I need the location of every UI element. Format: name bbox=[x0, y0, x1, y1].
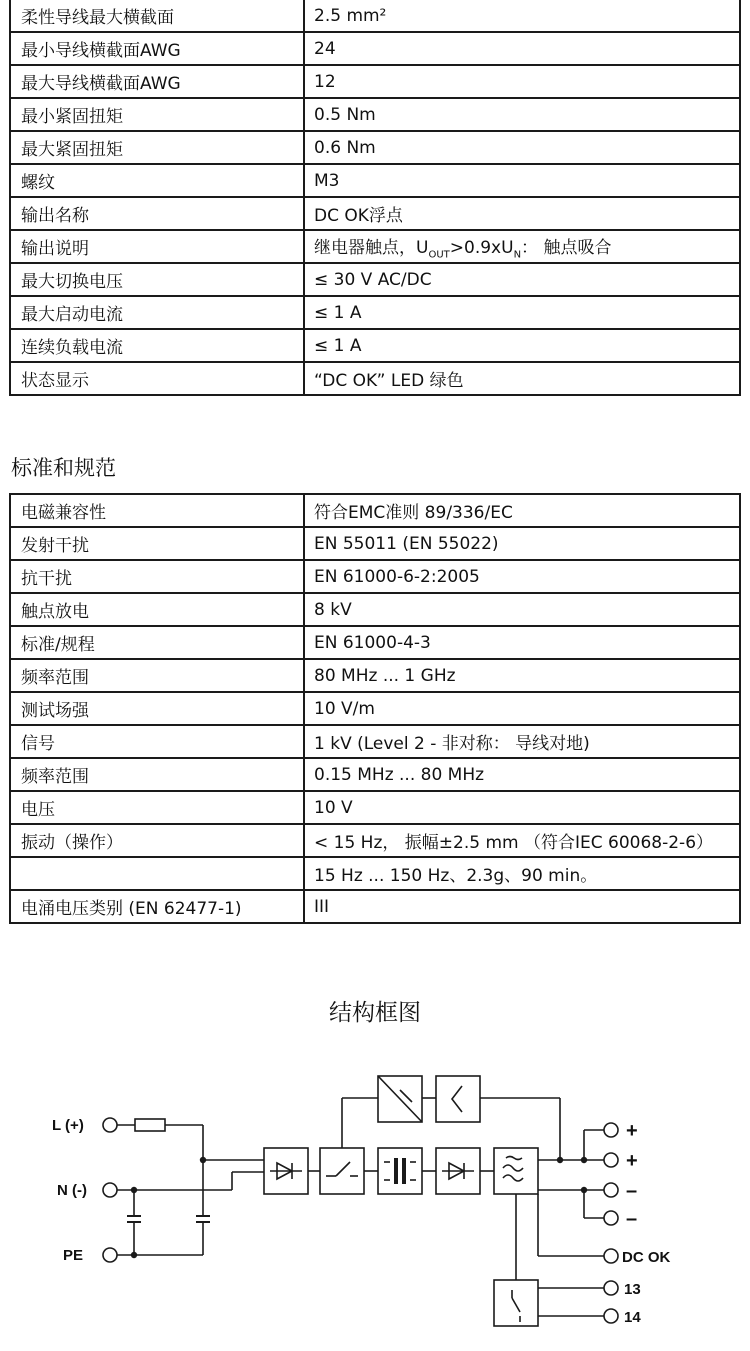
spec-value: DC OK浮点 bbox=[304, 197, 740, 230]
spec-key: 最小导线横截面AWG bbox=[10, 32, 304, 65]
table-row bbox=[10, 791, 740, 824]
spec-value: 12 bbox=[304, 65, 740, 98]
terminal-l-icon bbox=[103, 1118, 117, 1132]
spec-key: 标准/规程 bbox=[10, 626, 304, 659]
spec-key: 振动（操作） bbox=[10, 824, 304, 857]
spec-value: 10 V/m bbox=[304, 692, 740, 725]
terminal-n-icon bbox=[103, 1183, 117, 1197]
table-row bbox=[10, 725, 740, 758]
spec-table-standards bbox=[9, 493, 741, 924]
table-row bbox=[10, 296, 740, 329]
table-row bbox=[10, 758, 740, 791]
table-row bbox=[10, 362, 740, 395]
terminal-minus-1-icon bbox=[604, 1183, 618, 1197]
input-label-n: N (-) bbox=[57, 1182, 87, 1199]
spec-value: “DC OK” LED 绿色 bbox=[304, 362, 740, 395]
terminal-13-icon bbox=[604, 1281, 618, 1295]
terminal-14-icon bbox=[604, 1309, 618, 1323]
block-diagram bbox=[0, 1050, 750, 1350]
table-row bbox=[10, 329, 740, 362]
table-row bbox=[10, 131, 740, 164]
spec-value: EN 61000-6-2:2005 bbox=[304, 560, 740, 593]
output-desc-sub-n: N bbox=[513, 249, 522, 261]
spec-value: EN 55011 (EN 55022) bbox=[304, 527, 740, 560]
table-row bbox=[10, 230, 740, 263]
spec-key: 输出说明 bbox=[10, 230, 304, 263]
spec-value: 10 V bbox=[304, 791, 740, 824]
section-title: 标准和规范 bbox=[11, 456, 116, 480]
spec-value: 1 kV (Level 2 - 非对称： 导线对地) bbox=[304, 725, 740, 758]
spec-key: 螺纹 bbox=[10, 164, 304, 197]
spec-table-connection bbox=[9, 0, 741, 396]
table-row bbox=[10, 32, 740, 65]
terminal-dc-ok-icon bbox=[604, 1249, 618, 1263]
table-row bbox=[10, 263, 740, 296]
table-row bbox=[10, 0, 740, 32]
table-row bbox=[10, 65, 740, 98]
table-row bbox=[10, 593, 740, 626]
output-label-plus-2: + bbox=[626, 1150, 638, 1172]
output-desc-post: ： 触点吸合 bbox=[521, 237, 612, 258]
output-label-minus-1: – bbox=[626, 1180, 638, 1202]
table-row bbox=[10, 527, 740, 560]
output-desc-mid: >0.9xU bbox=[449, 237, 514, 258]
spec-key: 柔性导线最大横截面 bbox=[10, 0, 304, 32]
table-row bbox=[10, 197, 740, 230]
spec-value: 15 Hz ... 150 Hz、2.3g、90 min。 bbox=[304, 857, 740, 890]
spec-key: 电涌电压类别 (EN 62477-1) bbox=[10, 890, 304, 923]
terminal-pe-icon bbox=[103, 1248, 117, 1262]
input-label-l: L (+) bbox=[52, 1117, 84, 1134]
diagram-title: 结构框图 bbox=[329, 1000, 421, 1026]
spec-key: 频率范围 bbox=[10, 659, 304, 692]
output-label-13: 13 bbox=[624, 1281, 641, 1298]
table-row bbox=[10, 824, 740, 857]
table-row bbox=[10, 692, 740, 725]
optocoupler-block bbox=[436, 1076, 480, 1122]
table-row bbox=[10, 494, 740, 527]
spec-value bbox=[304, 230, 740, 263]
table-row bbox=[10, 98, 740, 131]
table-row bbox=[10, 890, 740, 923]
output-label-plus-1: + bbox=[626, 1120, 638, 1142]
spec-key: 状态显示 bbox=[10, 362, 304, 395]
spec-value: 符合EMC准则 89/336/EC bbox=[304, 494, 740, 527]
table-row bbox=[10, 857, 740, 890]
spec-value: 0.6 Nm bbox=[304, 131, 740, 164]
output-label-dc-ok: DC OK bbox=[622, 1249, 671, 1266]
spec-key: 电磁兼容性 bbox=[10, 494, 304, 527]
spec-key: 电压 bbox=[10, 791, 304, 824]
spec-value: 8 kV bbox=[304, 593, 740, 626]
spec-value: EN 61000-4-3 bbox=[304, 626, 740, 659]
spec-value: M3 bbox=[304, 164, 740, 197]
spec-key: 最小紧固扭矩 bbox=[10, 98, 304, 131]
output-desc-sub-out: OUT bbox=[428, 249, 450, 261]
spec-key: 发射干扰 bbox=[10, 527, 304, 560]
spec-key: 信号 bbox=[10, 725, 304, 758]
spec-key: 触点放电 bbox=[10, 593, 304, 626]
spec-key bbox=[10, 857, 304, 890]
relay-block bbox=[494, 1280, 538, 1326]
spec-key: 频率范围 bbox=[10, 758, 304, 791]
spec-value: ≤ 1 A bbox=[304, 329, 740, 362]
spec-key: 输出名称 bbox=[10, 197, 304, 230]
spec-value: 24 bbox=[304, 32, 740, 65]
spec-value: 0.5 Nm bbox=[304, 98, 740, 131]
table-row bbox=[10, 659, 740, 692]
spec-key: 最大导线横截面AWG bbox=[10, 65, 304, 98]
table-row bbox=[10, 626, 740, 659]
table-row bbox=[10, 164, 740, 197]
spec-value: ≤ 30 V AC/DC bbox=[304, 263, 740, 296]
spec-key: 最大启动电流 bbox=[10, 296, 304, 329]
output-label-14: 14 bbox=[624, 1309, 641, 1326]
terminal-minus-2-icon bbox=[604, 1211, 618, 1225]
spec-value: 0.15 MHz ... 80 MHz bbox=[304, 758, 740, 791]
spec-key: 测试场强 bbox=[10, 692, 304, 725]
spec-value: ≤ 1 A bbox=[304, 296, 740, 329]
spec-value: III bbox=[304, 890, 740, 923]
output-label-minus-2: – bbox=[626, 1208, 638, 1230]
output-desc-pre: 继电器触点，U bbox=[314, 237, 429, 258]
spec-value: 2.5 mm² bbox=[304, 0, 740, 32]
spec-key: 连续负载电流 bbox=[10, 329, 304, 362]
spec-value: 80 MHz ... 1 GHz bbox=[304, 659, 740, 692]
spec-key: 最大切换电压 bbox=[10, 263, 304, 296]
spec-key: 抗干扰 bbox=[10, 560, 304, 593]
transformer-block bbox=[378, 1148, 422, 1194]
spec-value: < 15 Hz， 振幅±2.5 mm （符合IEC 60068-2-6） bbox=[304, 824, 740, 857]
fuse-icon bbox=[135, 1119, 165, 1131]
spec-key: 最大紧固扭矩 bbox=[10, 131, 304, 164]
terminal-plus-2-icon bbox=[604, 1153, 618, 1167]
terminal-plus-1-icon bbox=[604, 1123, 618, 1137]
table-row bbox=[10, 560, 740, 593]
input-label-pe: PE bbox=[63, 1247, 84, 1264]
